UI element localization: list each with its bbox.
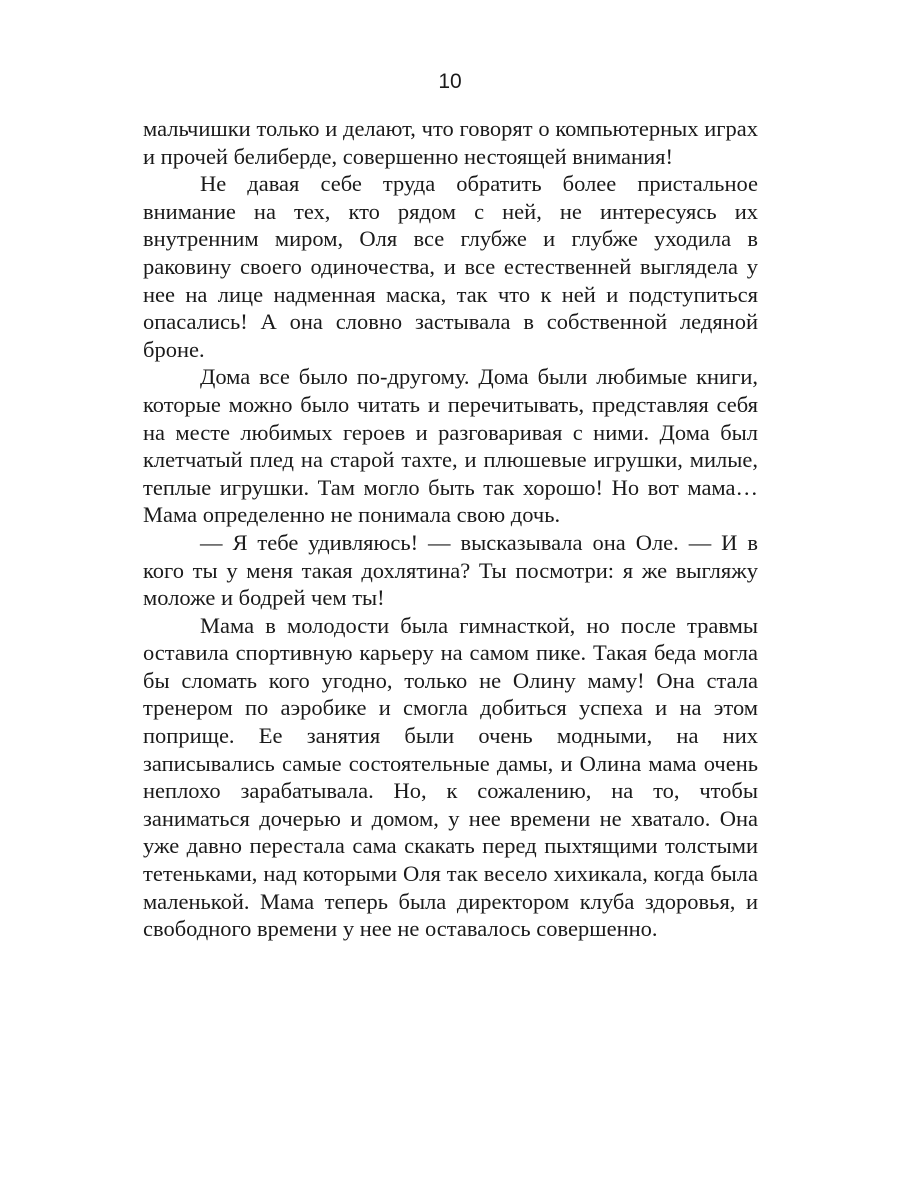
- paragraph: — Я тебе удивляюсь! — высказывала она Оле. — И в кого ты у меня такая дохлятина? Ты посмотри: я же выгляжу моложе и бодрей чем ты!: [143, 529, 758, 611]
- paragraph: Не давая себе труда обратить более пристальное внимание на тех, кто рядом с ней, не интересуясь их внутренним миром, Оля все глубже и глубже уходила в раковину своего одиночества, и все естественней выглядела у нее на лице надменная маска, так что к ней и подступиться опасались! А она словно застывала в собственной ледяной броне.: [143, 171, 758, 362]
- body-text: [143, 115, 758, 943]
- paragraph: Мама в молодости была гимнасткой, но после травмы оставила спортивную карьеру на самом пике. Такая беда могла бы сломать кого угодно, только не Олину маму! Она стала тренером по аэробике и смогла добиться успеха и на этом поприще. Ее занятия были очень модными, на них записывались самые состоятельные дамы, и Олина мама очень неплохо зарабатывала. Но, к сожалению, на то, чтобы заниматься дочерью и домом, у нее времени не хватало. Она уже давно перестала сама скакать перед пыхтящими толстыми тетеньками, над которыми Оля так весело хихикала, когда была маленькой. Мама теперь была директором клуба здоровья, и свободного времени у нее не оставалось совершенно.: [143, 612, 758, 942]
- paragraph: Дома все было по-другому. Дома были любимые книги, которые можно было читать и перечитывать, представляя себя на месте любимых героев и разговаривая с ними. Дома был клетчатый плед на старой тахте, и плюшевые игрушки, милые, теплые игрушки. Там могло быть так хорошо! Но вот мама… Мама определенно не понимала свою дочь.: [143, 364, 758, 528]
- page-number: 10: [438, 70, 462, 93]
- paragraph: мальчишки только и делают, что говорят о компьютерных играх и прочей белиберде, совершенно нестоящей внимания!: [143, 116, 758, 169]
